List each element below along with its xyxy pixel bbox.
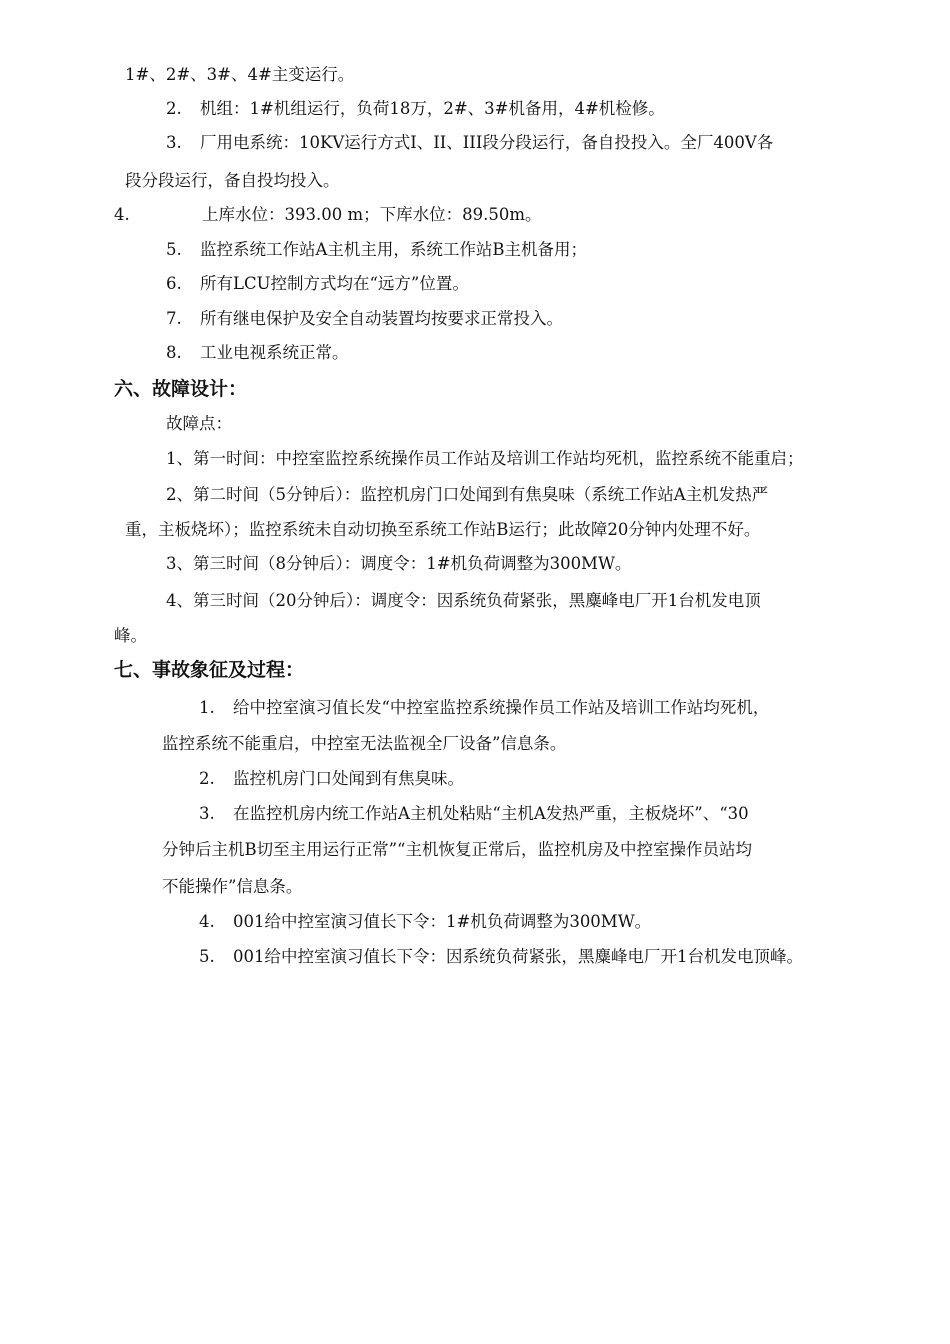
list-number: 8. xyxy=(166,343,182,362)
list-item xyxy=(199,768,464,790)
list-text: 监控机房门口处闻到有焦臭味。 xyxy=(233,769,464,788)
list-text: 工业电视系统正常。 xyxy=(200,343,349,362)
list-text: 机组：1#机组运行，负荷18万，2#、3#机备用，4#机检修。 xyxy=(200,99,665,118)
fault-point-4: 4、第三时间（20分钟后）：调度令：因系统负荷紧张，黑麋峰电厂开1台机发电顶 xyxy=(166,591,761,610)
list-number: 4. xyxy=(114,205,130,224)
list-number: 5. xyxy=(166,240,182,259)
list-item xyxy=(166,342,349,364)
list-item xyxy=(166,132,773,154)
list-number: 2. xyxy=(166,99,182,118)
list-item xyxy=(199,697,769,719)
list-item xyxy=(166,239,587,261)
list-item-continuation: 分钟后主机B切至主用运行正常”“主机恢复正常后，监控机房及中控室操作员站均 xyxy=(162,840,752,859)
list-item xyxy=(114,204,542,226)
transformer-status-line: 1#、2#、3#、4#主变运行。 xyxy=(125,65,355,84)
list-text: 001给中控室演习值长下令：1#机负荷调整为300MW。 xyxy=(233,912,652,931)
list-number: 3. xyxy=(199,804,215,823)
list-item-continuation: 监控系统不能重启，中控室无法监视全厂设备”信息条。 xyxy=(162,734,567,753)
list-text: 上库水位：393.00 m；下库水位：89.50m。 xyxy=(202,205,542,224)
list-item-continuation: 段分段运行，备自投均投入。 xyxy=(125,171,340,190)
list-text: 在监控机房内统工作站A主机处粘贴“主机A发热严重，主板烧坏”、“30 xyxy=(233,804,749,823)
list-number: 7. xyxy=(166,309,182,328)
fault-point-2-continuation: 重，主板烧坏）；监控系统未自动切换至系统工作站B运行；此故障20分钟内处理不好。 xyxy=(125,520,761,539)
list-number: 3. xyxy=(166,133,182,152)
list-item xyxy=(166,98,665,120)
list-item-continuation: 不能操作”信息条。 xyxy=(162,877,303,896)
list-text: 给中控室演习值长发“中控室监控系统操作员工作站及培训工作站均死机， xyxy=(233,698,770,717)
list-item xyxy=(199,946,803,968)
list-number: 4. xyxy=(199,912,215,931)
list-item xyxy=(199,803,749,825)
fault-point-2: 2、第二时间（5分钟后）：监控机房门口处闻到有焦臭味（系统工作站A主机发热严 xyxy=(166,485,769,504)
list-number: 5. xyxy=(199,947,215,966)
list-item xyxy=(166,273,469,295)
list-text: 001给中控室演习值长下令：因系统负荷紧张，黑麋峰电厂开1台机发电顶峰。 xyxy=(233,947,803,966)
list-text: 所有LCU控制方式均在“远方”位置。 xyxy=(200,274,469,293)
list-number: 1. xyxy=(199,698,215,717)
list-text: 监控系统工作站A主机主用，系统工作站B主机备用； xyxy=(200,240,588,259)
fault-point-4-continuation: 峰。 xyxy=(114,626,147,645)
fault-point-3: 3、第三时间（8分钟后）：调度令：1#机负荷调整为300MW。 xyxy=(166,554,632,573)
list-text: 所有继电保护及安全自动装置均按要求正常投入。 xyxy=(200,309,563,328)
list-text: 厂用电系统：10KV运行方式I、II、III段分段运行，备自投投入。全厂400V各 xyxy=(200,133,774,152)
section-heading-accident-symptoms: 七、事故象征及过程： xyxy=(114,659,305,681)
list-number: 2. xyxy=(199,769,215,788)
list-item xyxy=(199,911,651,933)
section-heading-fault-design: 六、故障设计： xyxy=(114,378,248,400)
fault-point-1: 1、第一时间：中控室监控系统操作员工作站及培训工作站均死机，监控系统不能重启； xyxy=(166,449,804,468)
list-item xyxy=(166,308,563,330)
list-number: 6. xyxy=(166,274,182,293)
fault-points-label: 故障点： xyxy=(166,414,232,433)
